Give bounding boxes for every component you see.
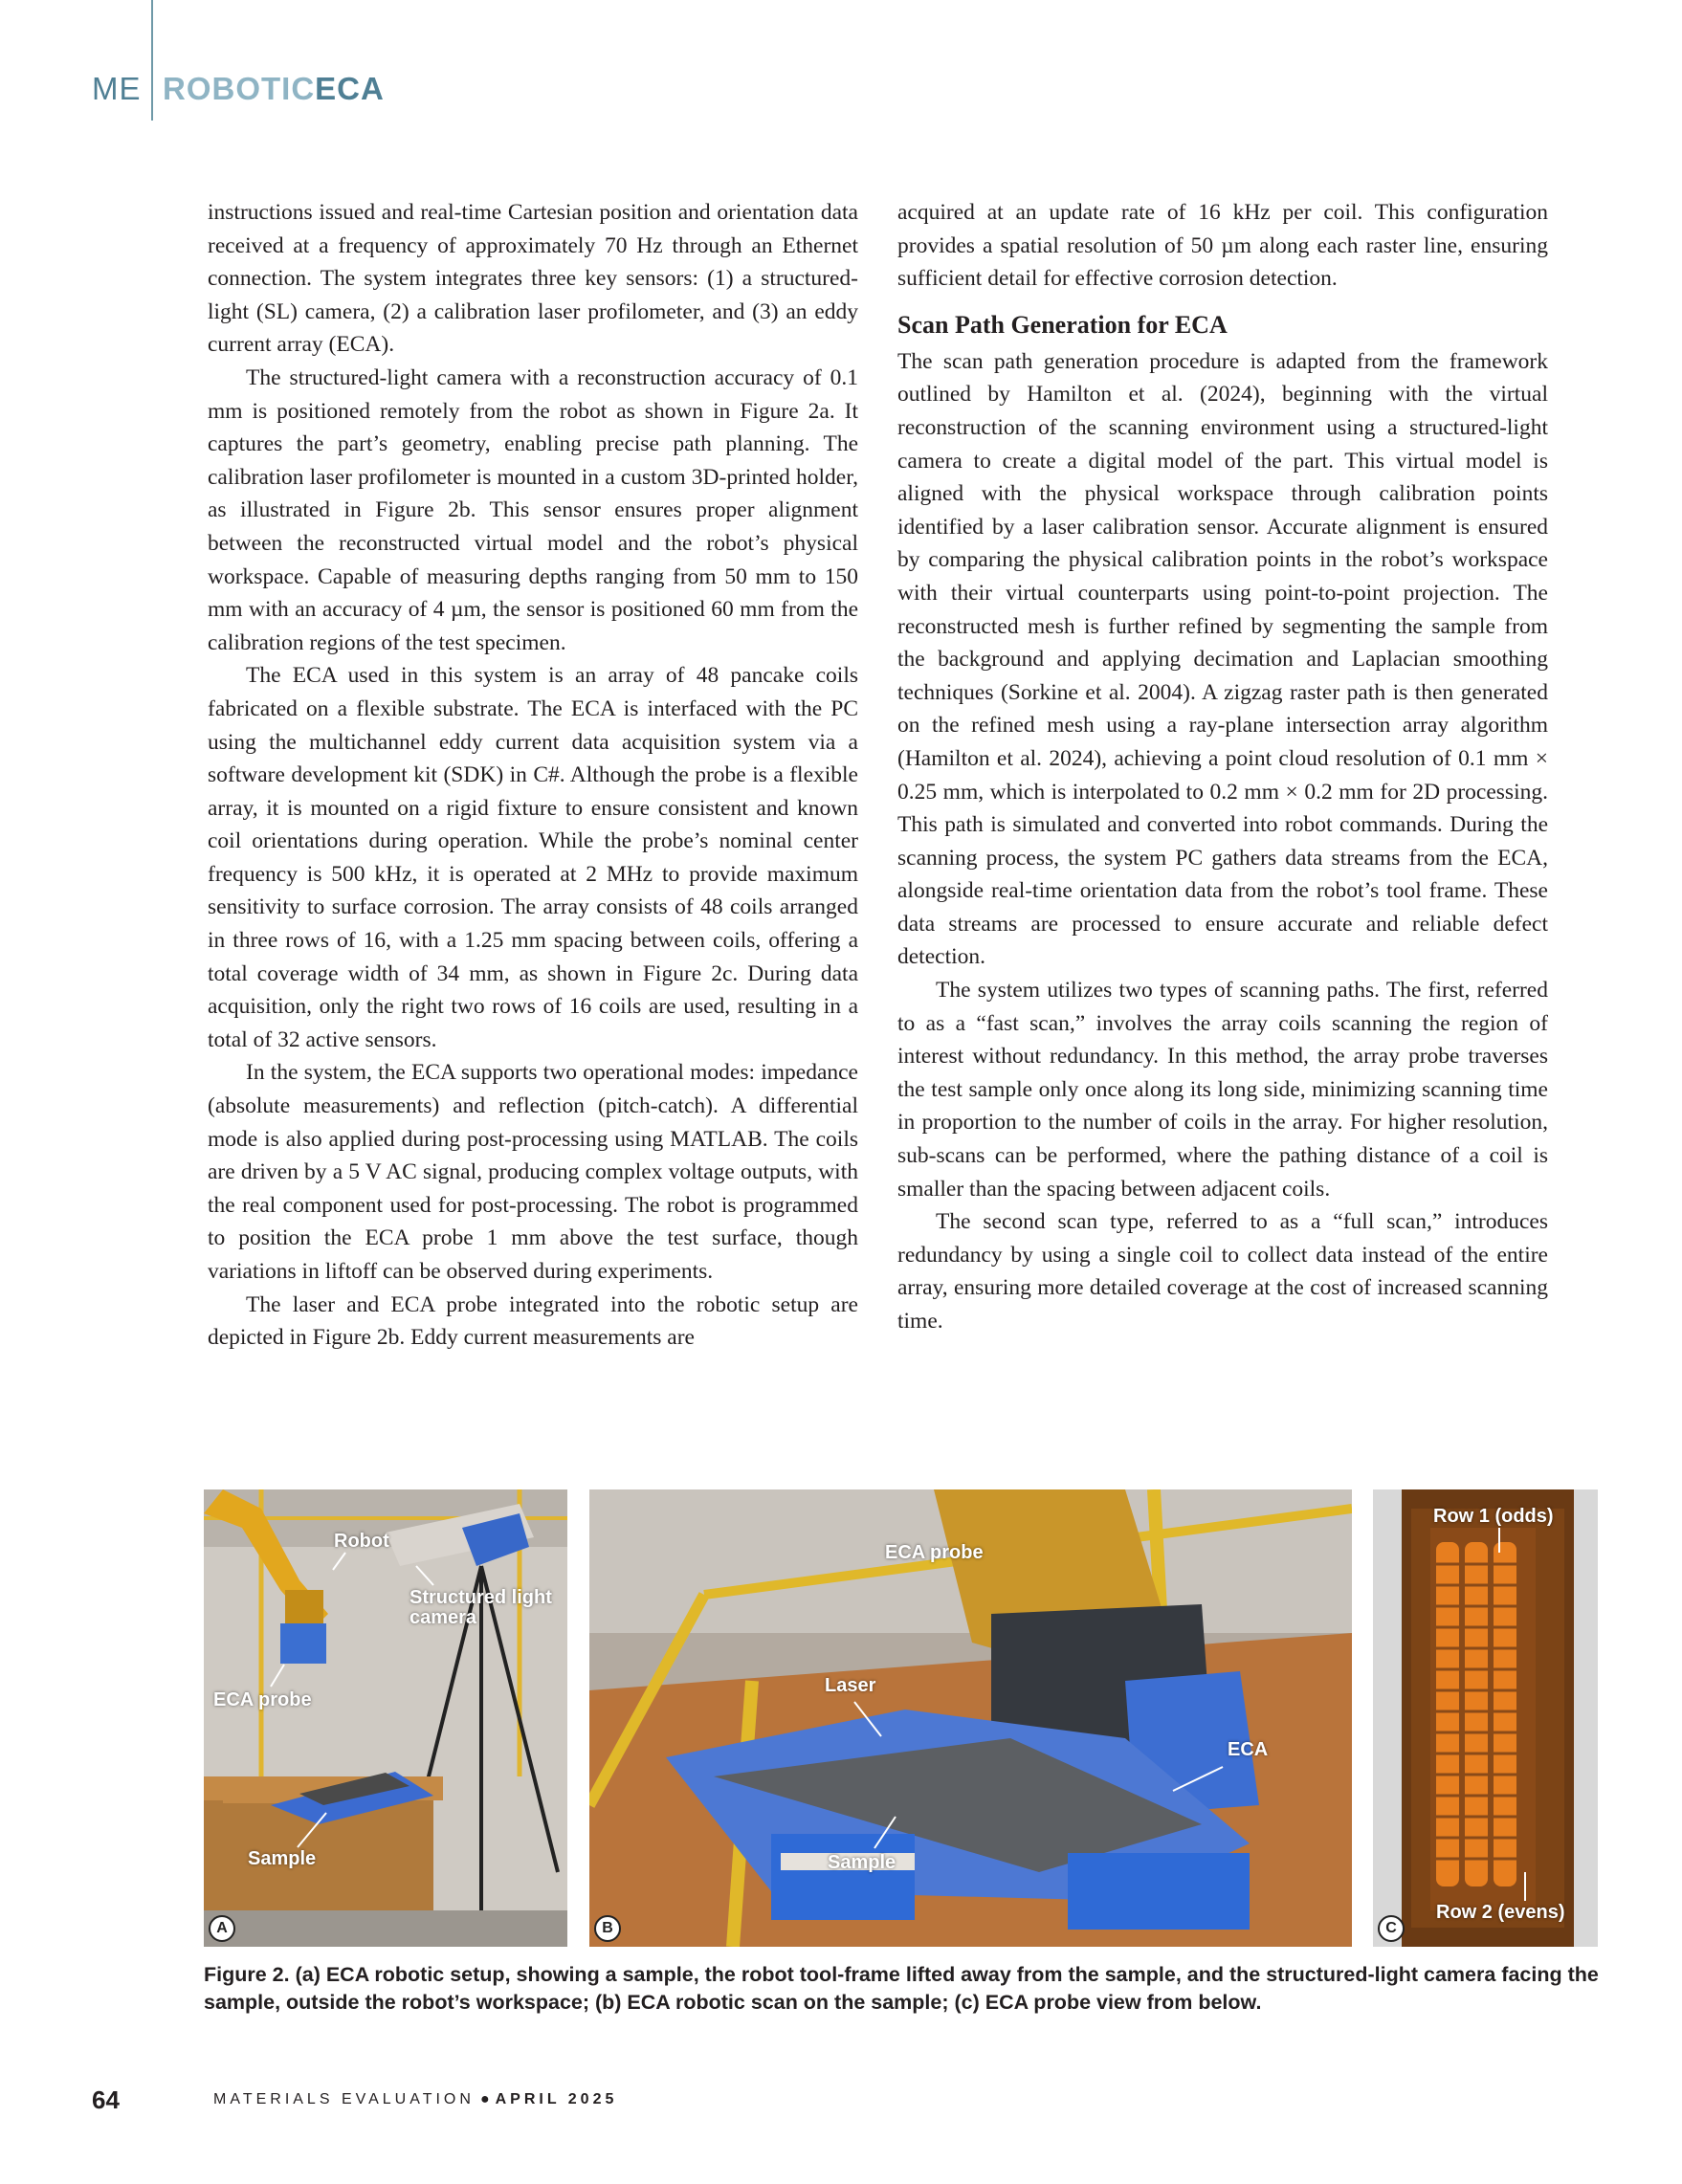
footer-bullet: ● — [479, 2091, 490, 2107]
label-structured-light-camera: Structured light camera — [409, 1587, 552, 1628]
label-eca: ECA — [1228, 1739, 1269, 1760]
left-column — [208, 196, 858, 1355]
left-paragraph-3: The ECA used in this system is an array of 48 pancake coils fabricated on a flexible substrate. The ECA is interfaced with the PC using the multichannel eddy current data acquisition system via a software development kit (SDK) in C#. Although the probe is a flexible array, it is mounted on a rigid fixture to ensure consistent and known coil orientations during operation. While the probe’s nominal center frequency is 500 kHz, it is operated at 2 MHz to provide maximum sensitivity to surface corrosion. The array consists of 48 coils arranged in three rows of 16, with a 1.25 mm spacing between coils, offering a total coverage width of 34 mm, as shown in Figure 2c. During data acquisition, only the right two rows of 16 coils are used, resulting in a total of 32 active sensors. — [208, 663, 858, 1052]
label-row-2: Row 2 (evens) — [1436, 1902, 1565, 1923]
page-number: 64 — [92, 2085, 120, 2114]
right-paragraph-3: The second scan type, referred to as a “full scan,” introduces redundancy by using a single coil to collect data instead of the entire array, ensuring more detailed coverage at the cost of increased scanning time. — [897, 1209, 1548, 1334]
left-paragraph-1: instructions issued and real-time Cartesian position and orientation data received at a frequency of approximately 70 Hz through an Ethernet connection. The system integrates three key sensors: (1) a structured-light (SL) camera, (2) a calibration laser profilometer, and (3) an eddy current array (ECA). — [208, 200, 858, 358]
section-title-main: ROBOTIC — [163, 71, 316, 106]
right-paragraph-1: The scan path generation procedure is adapted from the framework outlined by Hamilton et al. (2024), beginning with the virtual reconstruction of the scanning environment using a structured-light camera to create a digital model of the part. This virtual model is aligned with the physical workspace through calibration points identified by a laser calibration sensor. Accurate alignment is ensured by comparing the physical calibration points in the robot’s workspace with their virtual counterparts using point-to-point projection. The reconstructed mesh is further refined by segmenting the sample from the background and applying decimation and Laplacian smoothing techniques (Sorkine et al. 2004). A zigzag raster path is then generated on the refined mesh using a ray-plane intersection array algorithm (Hamilton et al. 2024), achieving a point cloud resolution of 0.1 mm × 0.25 mm, which is interpolated to 0.2 mm × 0.2 mm for 2D processing. This path is simulated and converted into robot commands. During the scanning process, the system PC gathers data streams from the ECA, alongside real-time orientation data from the robot’s tool frame. These data streams are processed to ensure accurate and reliable defect detection. — [897, 348, 1548, 970]
running-footer — [213, 2091, 617, 2108]
journal-name: MATERIALS EVALUATION — [213, 2091, 475, 2107]
panel-c-badge: C — [1378, 1915, 1405, 1942]
figure-panel-c — [1373, 1489, 1598, 1947]
left-paragraph-4: In the system, the ECA supports two operational modes: impedance (absolute measurements) and reflection (pitch-catch). A differential mode is also applied during post-processing using MATLAB. The coils are driven by a 5 V AC signal, producing complex voltage outputs, with the real component used for post-processing. The robot is programmed to position the ECA probe 1 mm above the test surface, though variations in liftoff can be observed during experiments. — [208, 1060, 858, 1284]
right-column — [897, 196, 1548, 1338]
panel-a-photo — [204, 1489, 567, 1947]
section-title — [163, 71, 385, 107]
label-robot: Robot — [334, 1531, 389, 1552]
panel-a-badge: A — [209, 1915, 235, 1942]
left-paragraph-5: The laser and ECA probe integrated into the robotic setup are depicted in Figure 2b. Eddy current measurements are — [208, 1291, 858, 1351]
section-label: ME — [92, 71, 142, 106]
right-intro-paragraph: acquired at an update rate of 16 kHz per coil. This configuration provides a spatial resolution of 50 µm along each raster line, ensuring sufficient detail for effective corrosion detection. — [897, 200, 1548, 292]
label-row-1: Row 1 (odds) — [1433, 1506, 1554, 1527]
label-eca-probe-b: ECA probe — [885, 1542, 984, 1563]
right-paragraph-2: The system utilizes two types of scanning paths. The first, referred to as a “fast scan,” involves the array coils scanning the region of interest without redundancy. In this method, the array probe traverses the test sample only once along its long side, minimizing scanning time in proportion to the number of coils in the array. For higher resolution, sub-scans can be performed, where the pathing distance of a coil is smaller than the spacing between adjacent coils. — [897, 978, 1548, 1202]
left-paragraph-2: The structured-light camera with a reconstruction accuracy of 0.1 mm is positioned remotely from the robot as shown in Figure 2a. It captures the part’s geometry, enabling precise path planning. The calibration laser profilometer is mounted in a custom 3D-printed holder, as illustrated in Figure 2b. This sensor ensures proper alignment between the reconstructed virtual model and the robot’s physical workspace. Capable of measuring depths ranging from 50 mm to 150 mm with an accuracy of 4 µm, the sensor is positioned 60 mm from the calibration regions of the test specimen. — [208, 364, 858, 655]
label-sample-b: Sample — [828, 1852, 896, 1873]
section-heading: Scan Path Generation for ECA — [897, 310, 1228, 339]
issue-date: APRIL 2025 — [495, 2091, 618, 2107]
label-sample: Sample — [248, 1848, 317, 1869]
figure-panel-a — [204, 1489, 567, 1947]
figure-caption: Figure 2. (a) ECA robotic setup, showing a sample, the robot tool-frame lifted away from the sample, and the structured-light camera facing the sample, outside the robot’s workspace; (b) ECA robotic scan on the sample; (c) ECA probe view from below. — [204, 1963, 1599, 2014]
panel-b-badge: B — [594, 1915, 621, 1942]
panel-c-photo — [1373, 1489, 1598, 1947]
figure-panel-b — [589, 1489, 1352, 1947]
header-rule — [151, 0, 153, 121]
label-laser: Laser — [825, 1675, 876, 1696]
section-title-accent: ECA — [315, 71, 385, 106]
label-eca-probe: ECA probe — [213, 1689, 312, 1710]
